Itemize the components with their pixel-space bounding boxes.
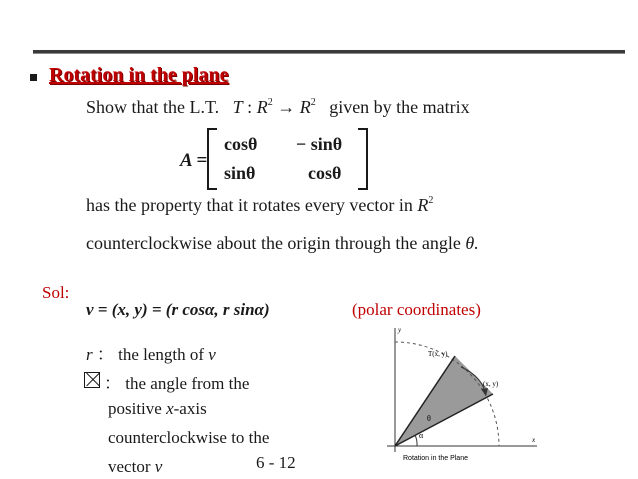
alpha-label: α — [419, 431, 424, 440]
map-sup2: 2 — [310, 97, 316, 108]
alpha-def-1: the angle from the — [125, 374, 250, 393]
alpha-def-2b: x — [166, 399, 174, 418]
show-that-text: Show that the L.T. — [86, 97, 220, 117]
property-theta: θ. — [465, 233, 479, 253]
matrix-a22: cosθ — [308, 163, 342, 183]
alpha-arc — [415, 435, 417, 446]
property-R: R — [417, 195, 429, 215]
alpha-def-line-3: counterclockwise to the — [108, 428, 270, 447]
property-line-2 — [86, 233, 479, 254]
point-xy-label: (x, y) — [483, 380, 499, 388]
matrix-a11: cosθ — [224, 134, 258, 154]
alpha-colon: ： — [104, 374, 121, 393]
matrix-a21: sinθ — [224, 163, 256, 183]
map-R2: R — [299, 97, 311, 117]
matrix-a12: − sinθ — [296, 134, 343, 154]
alpha-def-line-1 — [104, 369, 249, 394]
r-symbol: r — [86, 345, 93, 364]
map-colon: : — [247, 97, 253, 117]
matrix-left-bracket — [207, 128, 217, 190]
matrix-right-bracket — [358, 128, 368, 190]
alpha-def-2c: -axis — [173, 399, 207, 418]
map-arrow: → — [277, 97, 296, 117]
bullet-icon — [30, 74, 37, 81]
title-divider — [33, 50, 625, 54]
r-definition — [86, 340, 216, 365]
given-by-text: given by the matrix — [329, 97, 470, 117]
figure-caption: Rotation in the Plane — [403, 455, 468, 462]
alpha-def-line-2 — [108, 399, 207, 419]
matrix-label: A = — [180, 150, 208, 171]
alpha-def-4a: vector — [108, 457, 151, 476]
page-number: 6 - 12 — [256, 453, 296, 472]
alpha-def-line-4 — [108, 457, 162, 477]
x-axis-label: x — [532, 436, 536, 444]
theta-label: θ — [427, 414, 431, 423]
map-R1: R — [256, 97, 268, 117]
polar-note: (polar coordinates) — [352, 300, 481, 319]
alpha-def-4b: v — [154, 457, 163, 476]
property-sup: 2 — [428, 195, 434, 206]
property-text-2: counterclockwise about the origin through the angle — [86, 233, 461, 253]
r-colon: ： — [96, 345, 114, 364]
r-def-v: v — [208, 345, 216, 364]
alpha-def-2a: positive — [108, 399, 162, 418]
y-axis-label: y — [398, 326, 402, 334]
map-T: T — [232, 97, 243, 117]
r-def-text: the length of — [118, 345, 205, 364]
solution-label: Sol: — [42, 283, 70, 302]
rotation-figure — [365, 320, 545, 470]
slide-heading: Rotation in the plane — [49, 64, 229, 86]
property-line-1 — [86, 195, 433, 216]
map-sup1: 2 — [267, 97, 273, 108]
property-text-1: has the property that it rotates every vector in — [86, 195, 413, 215]
point-T-label: T(x, y) — [428, 350, 448, 358]
polar-equation: v = (x, y) = (r cosα, r sinα) — [86, 300, 270, 319]
intro-line — [86, 97, 470, 118]
alpha-symbol-icon — [84, 372, 100, 388]
